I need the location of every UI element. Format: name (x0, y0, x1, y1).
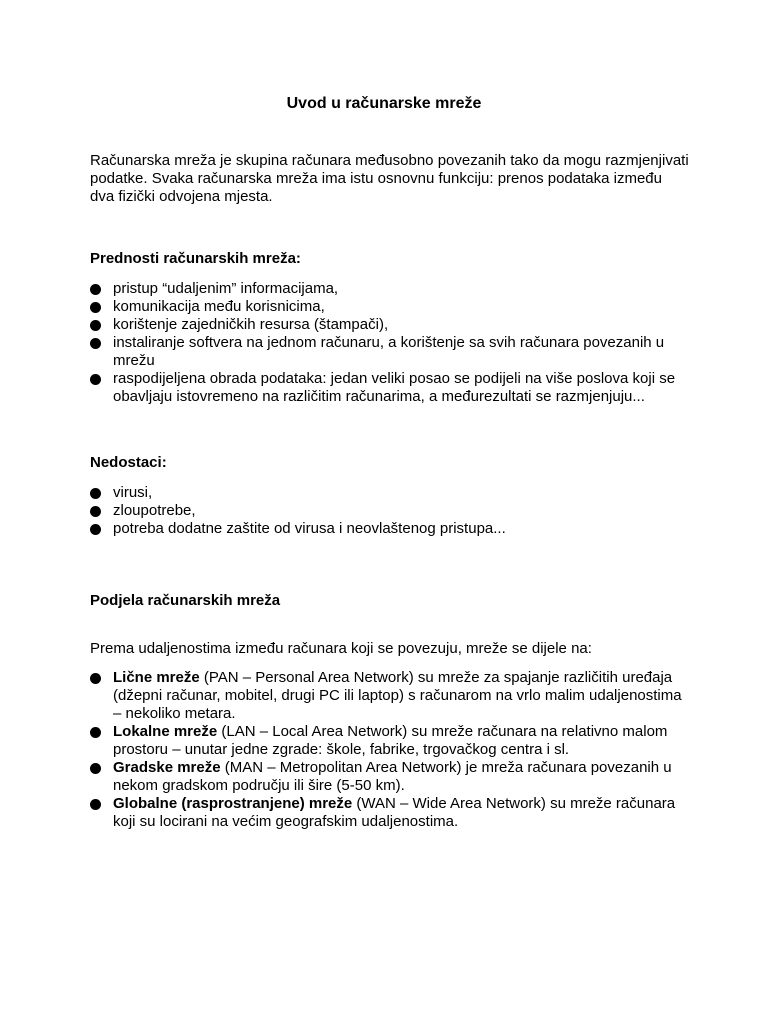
disadvantages-list (90, 484, 690, 538)
list-item: komunikacija među korisnicima, (90, 298, 690, 316)
list-item: Lokalne mreže (LAN – Local Area Network) su mreže računara na relativno malom prostoru – unutar jedne zgrade: škole, fabrike, trgovačkog centra i sl. (90, 723, 690, 759)
bullet-icon (90, 524, 101, 535)
division-heading: Podjela računarskih mreža (90, 592, 281, 609)
list-item: korištenje zajedničkih resursa (štampači), (90, 316, 690, 334)
bullet-icon (90, 284, 101, 295)
advantages-list (90, 280, 690, 406)
list-item: Gradske mreže (MAN – Metropolitan Area Network) je mreža računara povezanih u nekom gradskom području ili šire (5-50 km). (90, 759, 690, 795)
list-item: Globalne (rasprostranjene) mreže (WAN – Wide Area Network) su mreže računara koji su locirani na većim geografskim udaljenostima. (90, 795, 690, 831)
bullet-icon (90, 673, 101, 684)
list-item: virusi, (90, 484, 690, 502)
bullet-icon (90, 727, 101, 738)
bullet-icon (90, 506, 101, 517)
bullet-icon (90, 338, 101, 349)
bullet-icon (90, 320, 101, 331)
list-item: instaliranje softvera na jednom računaru, a korištenje sa svih računara povezanih u mrežu (90, 334, 690, 370)
intro-paragraph: Računarska mreža je skupina računara međusobno povezanih tako da mogu razmjenjivati podatke. Svaka računarska mreža ima istu osnovnu funkciju: prenos podataka između dva fizički odvojena mjesta. (90, 152, 689, 205)
bullet-icon (90, 799, 101, 810)
list-item: raspodijeljena obrada podataka: jedan veliki posao se podijeli na više poslova koji se obavljaju istovremeno na različitim računarima, a međurezultati se razmjenjuju... (90, 370, 690, 406)
bullet-icon (90, 374, 101, 385)
bullet-icon (90, 488, 101, 499)
document-title: Uvod u računarske mreže (286, 95, 482, 112)
list-item: pristup “udaljenim” informacijama, (90, 280, 690, 298)
advantages-heading: Prednosti računarskih mreža: (90, 250, 301, 267)
disadvantages-heading: Nedostaci: (90, 454, 167, 471)
list-item: zloupotrebe, (90, 502, 690, 520)
bullet-icon (90, 763, 101, 774)
bullet-icon (90, 302, 101, 313)
list-item: potreba dodatne zaštite od virusa i neovlaštenog pristupa... (90, 520, 690, 538)
division-intro: Prema udaljenostima između računara koji se povezuju, mreže se dijele na: (90, 640, 592, 657)
list-item: Lične mreže (PAN – Personal Area Network) su mreže za spajanje različitih uređaja (džepni računar, mobitel, drugi PC ili laptop) s računarom na vrlo malim udaljenostima – nekoliko metara. (90, 669, 690, 723)
division-list (90, 669, 690, 831)
